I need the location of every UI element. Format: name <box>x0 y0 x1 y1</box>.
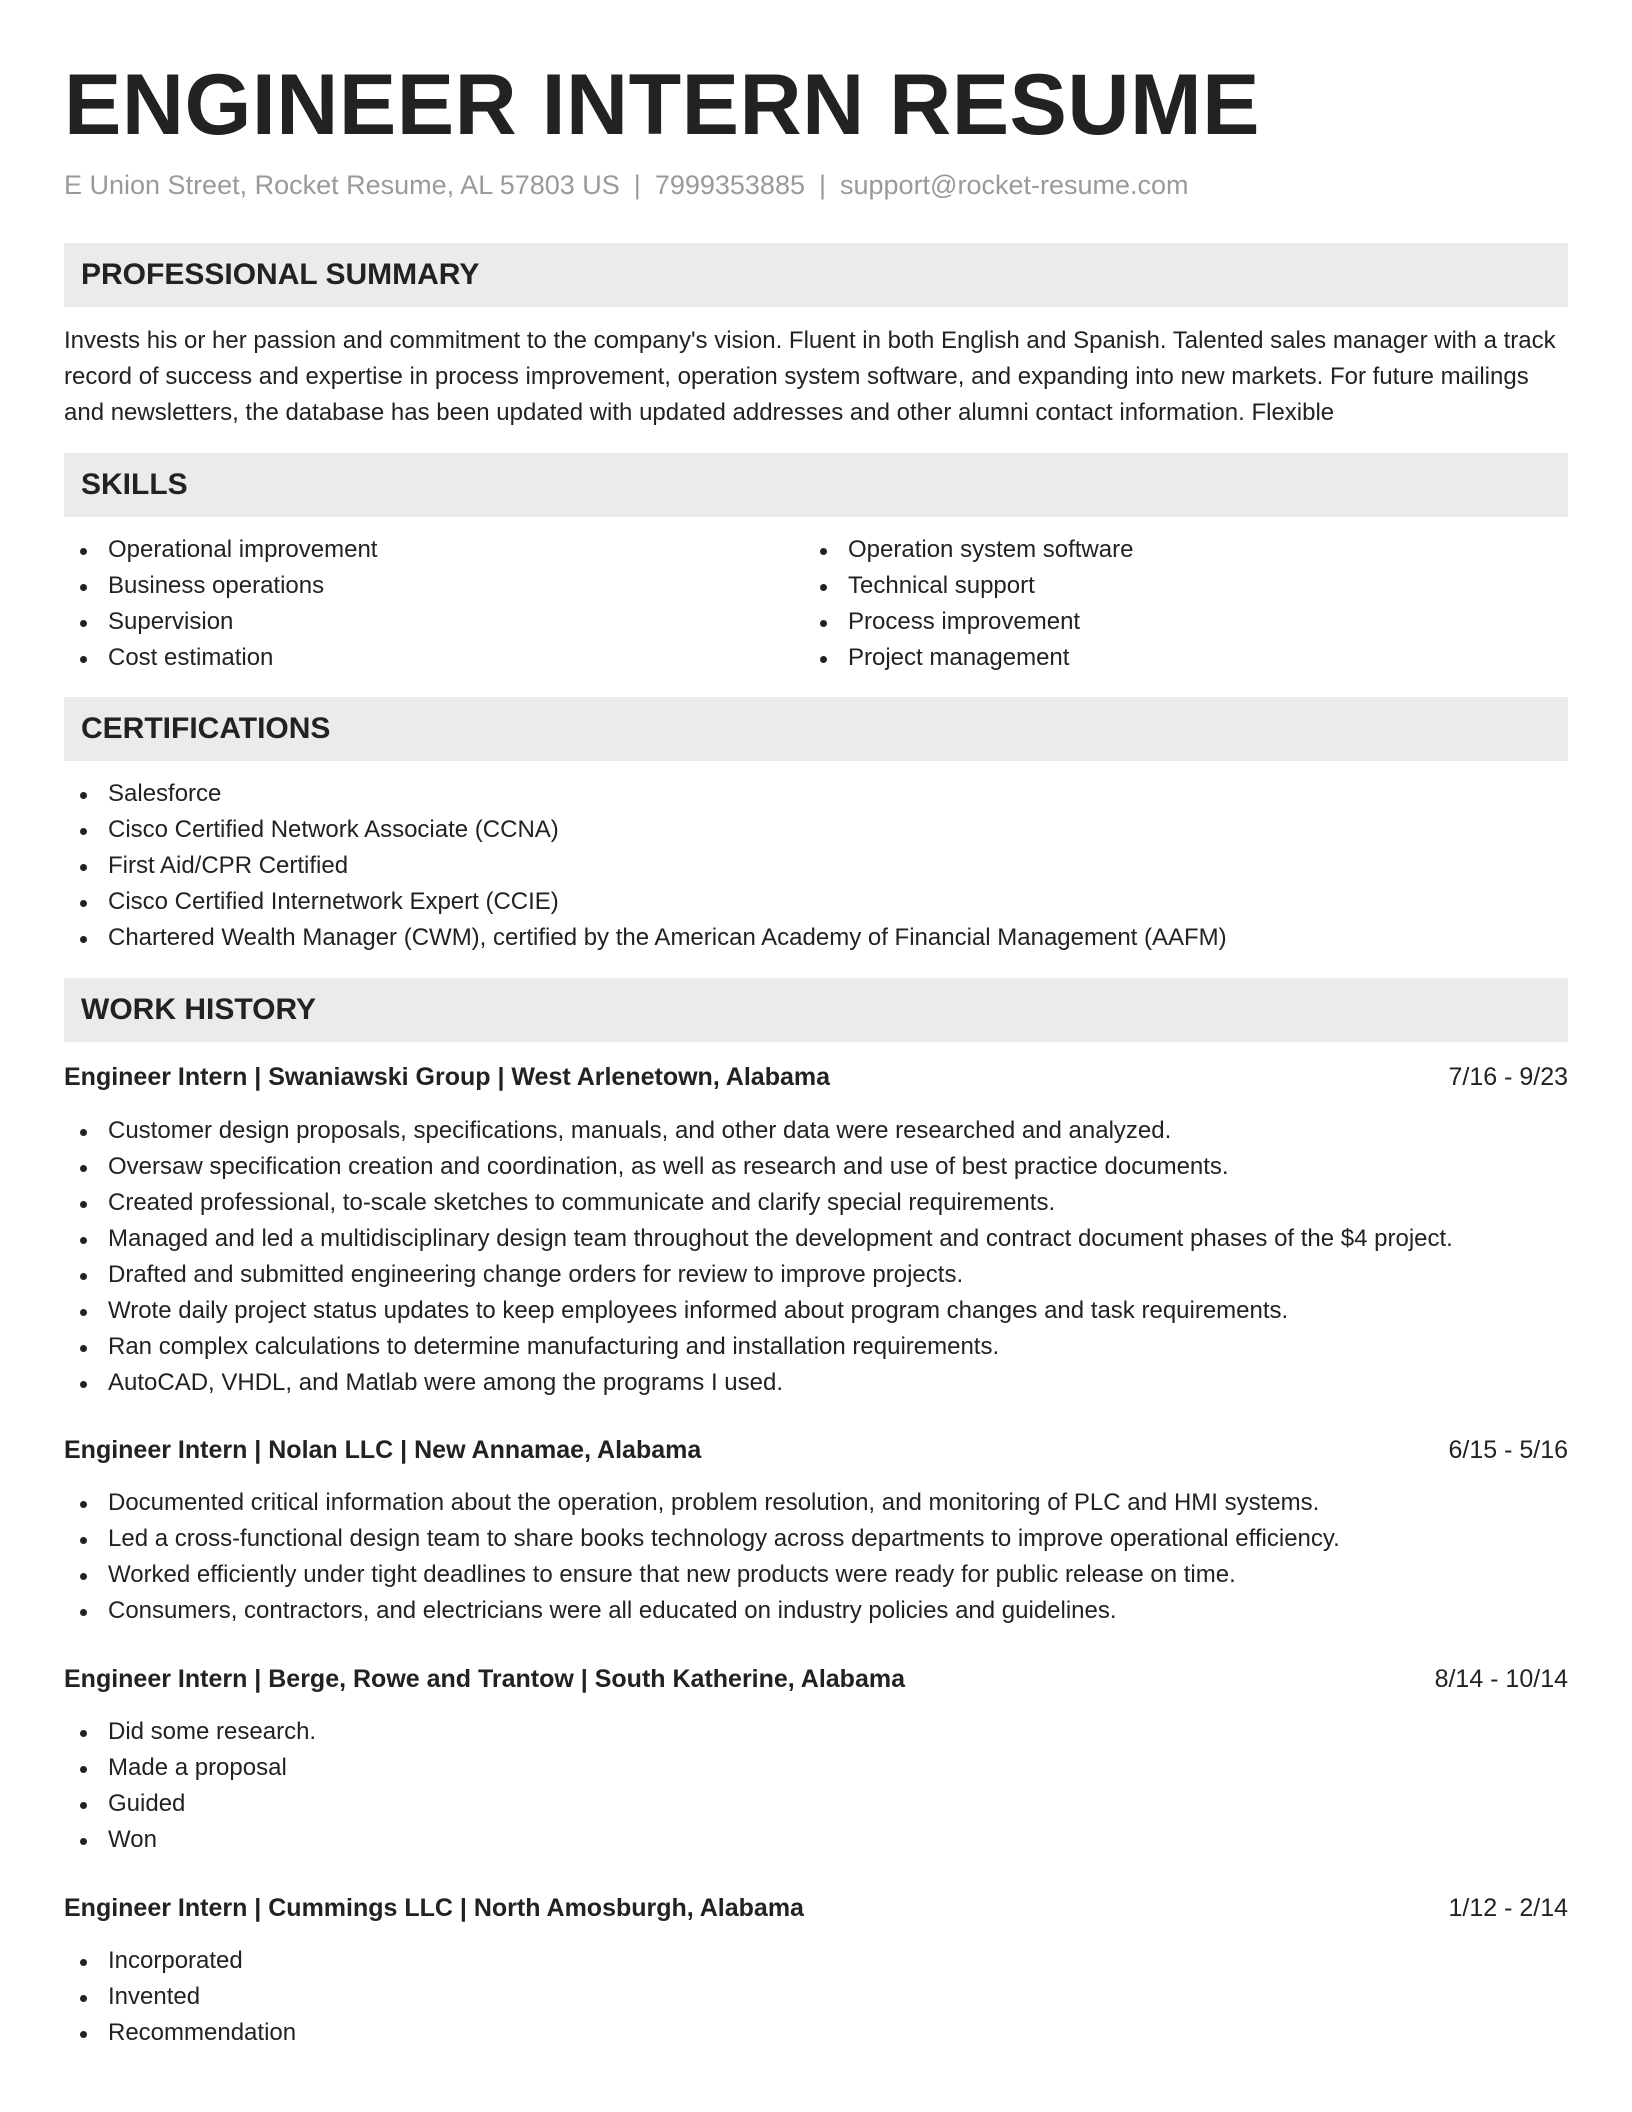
job-bullet: Won <box>64 1822 1568 1858</box>
job-bullet: AutoCAD, VHDL, and Matlab were among the programs I used. <box>64 1365 1568 1401</box>
section-heading-summary: PROFESSIONAL SUMMARY <box>64 243 1568 307</box>
certification-item: First Aid/CPR Certified <box>64 848 1568 884</box>
skill-item: Process improvement <box>804 604 1544 640</box>
contact-email: support@rocket-resume.com <box>840 170 1189 200</box>
job-title: Engineer Intern | Swaniawski Group | West Arlenetown, Alabama <box>64 1063 831 1091</box>
job-bullet: Made a proposal <box>64 1750 1568 1786</box>
job-bullets <box>64 1113 1568 1401</box>
job-title: Engineer Intern | Berge, Rowe and Trantow | South Katherine, Alabama <box>64 1665 905 1693</box>
job-bullet: Ran complex calculations to determine manufacturing and installation requirements. <box>64 1329 1568 1365</box>
skill-item: Business operations <box>64 568 804 604</box>
certification-item: Cisco Certified Internetwork Expert (CCIE) <box>64 884 1568 920</box>
section-heading-skills: SKILLS <box>64 453 1568 517</box>
contact-line <box>64 167 1568 203</box>
job-bullet: Did some research. <box>64 1714 1568 1750</box>
job-title: Engineer Intern | Nolan LLC | New Annamae, Alabama <box>64 1436 702 1464</box>
skill-item: Operation system software <box>804 532 1544 568</box>
job-bullet: Created professional, to-scale sketches to communicate and clarify special requirements. <box>64 1185 1568 1221</box>
job-bullet: Customer design proposals, specifications, manuals, and other data were researched and analyzed. <box>64 1113 1568 1149</box>
job-bullet: Drafted and submitted engineering change orders for review to improve projects. <box>64 1257 1568 1293</box>
job-bullets <box>64 1485 1568 1629</box>
job-header <box>64 1432 1568 1468</box>
resume-title: ENGINEER INTERN RESUME <box>64 57 1261 153</box>
job-header <box>64 1890 1568 1926</box>
job-bullet: Wrote daily project status updates to keep employees informed about program changes and task requirements. <box>64 1293 1568 1329</box>
job-dates: 8/14 - 10/14 <box>1434 1665 1568 1693</box>
job-bullets <box>64 1943 1568 2051</box>
job-bullet: Led a cross-functional design team to share books technology across departments to improve operational efficiency. <box>64 1521 1568 1557</box>
certification-item: Cisco Certified Network Associate (CCNA) <box>64 812 1568 848</box>
job-header <box>64 1059 1568 1095</box>
contact-separator: | <box>818 170 826 200</box>
job-bullet: Incorporated <box>64 1943 1568 1979</box>
skill-item: Supervision <box>64 604 804 640</box>
contact-separator: | <box>633 170 641 200</box>
skill-item: Operational improvement <box>64 532 804 568</box>
contact-address: E Union Street, Rocket Resume, AL 57803 US <box>64 170 620 200</box>
summary-text: Invests his or her passion and commitment to the company's vision. Fluent in both English and Spanish. Talented sales manager with a track record of success and expertise in process improvement, operation system software, and expanding into new markets. For future mailings and newsletters, the database has been updated with updated addresses and other alumni contact information. Flexible <box>64 327 1556 426</box>
job-title: Engineer Intern | Cummings LLC | North Amosburgh, Alabama <box>64 1894 804 1922</box>
certification-item: Salesforce <box>64 776 1568 812</box>
skills-column-right <box>804 532 1544 676</box>
job-header <box>64 1661 1568 1697</box>
skills-list <box>64 532 1568 676</box>
job-dates: 6/15 - 5/16 <box>1448 1436 1568 1464</box>
job-entry <box>64 1890 1568 2051</box>
job-entry <box>64 1432 1568 1629</box>
job-bullet: Oversaw specification creation and coordination, as well as research and use of best practice documents. <box>64 1149 1568 1185</box>
contact-phone: 7999353885 <box>654 170 805 200</box>
skill-item: Technical support <box>804 568 1544 604</box>
section-heading-certifications: CERTIFICATIONS <box>64 697 1568 761</box>
job-dates: 1/12 - 2/14 <box>1448 1894 1568 1922</box>
job-entry <box>64 1661 1568 1858</box>
job-dates: 7/16 - 9/23 <box>1448 1063 1568 1091</box>
job-entry <box>64 1059 1568 1401</box>
job-bullet: Guided <box>64 1786 1568 1822</box>
section-heading-work-history: WORK HISTORY <box>64 978 1568 1042</box>
skill-item: Cost estimation <box>64 640 804 676</box>
job-bullet: Worked efficiently under tight deadlines to ensure that new products were ready for public release on time. <box>64 1557 1568 1593</box>
skill-item: Project management <box>804 640 1544 676</box>
job-bullet: Managed and led a multidisciplinary design team throughout the development and contract document phases of the $4 project. <box>64 1221 1568 1257</box>
job-bullets <box>64 1714 1568 1858</box>
certification-item: Chartered Wealth Manager (CWM), certified by the American Academy of Financial Management (AAFM) <box>64 920 1568 956</box>
job-bullet: Documented critical information about the operation, problem resolution, and monitoring of PLC and HMI systems. <box>64 1485 1568 1521</box>
skills-column-left <box>64 532 804 676</box>
job-bullet: Consumers, contractors, and electricians were all educated on industry policies and guidelines. <box>64 1593 1568 1629</box>
job-bullet: Recommendation <box>64 2015 1568 2051</box>
certifications-list <box>64 776 1568 956</box>
job-bullet: Invented <box>64 1979 1568 2015</box>
